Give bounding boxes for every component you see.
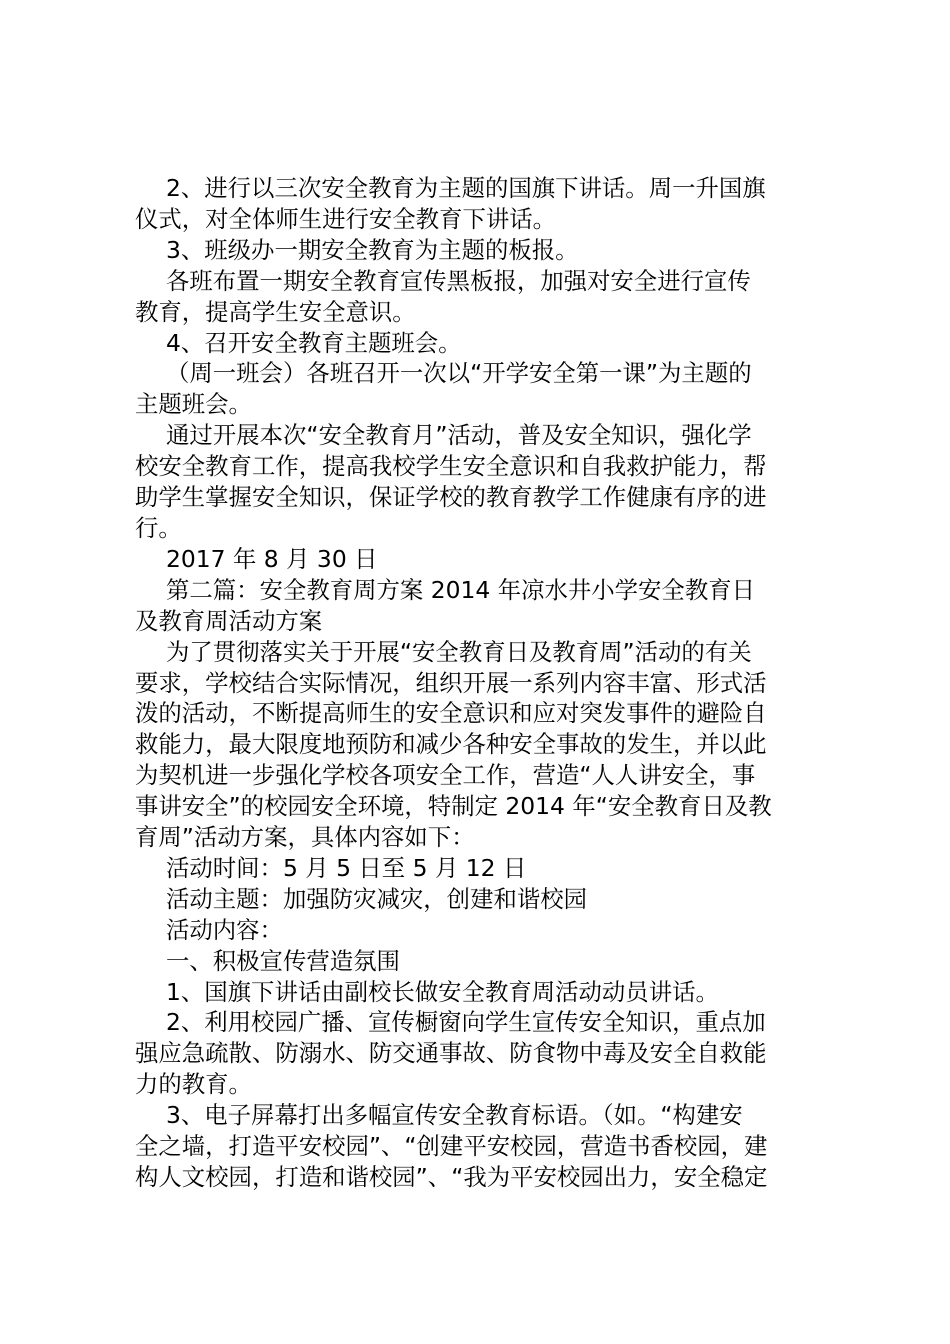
- text-line: 仪式，对全体师生进行安全教育下讲话。: [135, 204, 557, 233]
- paragraph: [135, 173, 825, 235]
- text-line: 为了贯彻落实关于开展“安全教育日及教育周”活动的有关: [166, 637, 752, 666]
- paragraph: [135, 235, 825, 266]
- text-line: 为契机进一步强化学校各项安全工作，营造“人人讲安全，事: [135, 761, 756, 790]
- paragraph: [135, 946, 825, 977]
- text-line: 行。: [135, 513, 182, 542]
- text-line: 3、班级办一期安全教育为主题的板报。: [166, 235, 579, 264]
- text-line: 2、进行以三次安全教育为主题的国旗下讲话。周一升国旗: [166, 174, 766, 202]
- paragraph: [135, 544, 825, 575]
- text-line: 2、利用校园广播、宣传橱窗向学生宣传安全知识，重点加: [166, 1008, 766, 1037]
- paragraph: [135, 977, 825, 1008]
- text-line: 主题班会。: [135, 390, 252, 419]
- text-line: 构人文校园，打造和谐校园”、“我为平安校园出力，安全稳定: [135, 1163, 768, 1191]
- paragraph: [135, 266, 825, 328]
- paragraph: [135, 884, 825, 915]
- paragraph: [135, 575, 825, 637]
- text-line: 全之墙，打造平安校园”、“创建平安校园，营造书香校园，建: [135, 1132, 768, 1161]
- text-line: 泼的活动，不断提高师生的安全意识和应对突发事件的避险自: [135, 699, 767, 728]
- text-line: 第二篇：安全教育周方案 2014 年凉水井小学安全教育日: [166, 575, 755, 604]
- paragraph: [135, 915, 825, 946]
- text-line: 1、国旗下讲话由副校长做安全教育周活动动员讲话。: [166, 977, 719, 1006]
- text-line: 活动内容：: [166, 915, 283, 944]
- text-line: 事讲安全”的校园安全环境，特制定 2014 年“安全教育日及教: [135, 792, 772, 821]
- text-line: （周一班会）各班召开一次以“开学安全第一课”为主题的: [166, 359, 752, 388]
- paragraph: [135, 1100, 825, 1193]
- text-line: 校安全教育工作，提高我校学生安全意识和自我救护能力，帮: [135, 452, 767, 481]
- paragraph: [135, 637, 825, 853]
- text-line: 活动主题：加强防灾减灾，创建和谐校园: [166, 884, 588, 913]
- paragraph: [135, 420, 825, 544]
- text-line: 要求，学校结合实际情况，组织开展一系列内容丰富、形式活: [135, 668, 767, 697]
- text-line: 力的教育。: [135, 1070, 252, 1099]
- text-line: 助学生掌握安全知识，保证学校的教育教学工作健康有序的进: [135, 483, 767, 512]
- text-line: 2017 年 8 月 30 日: [166, 544, 378, 573]
- document-page: [135, 173, 825, 1193]
- text-line: 4、召开安全教育主题班会。: [166, 328, 462, 357]
- text-line: 育周”活动方案，具体内容如下：: [135, 823, 475, 852]
- text-line: 3、电子屏幕打出多幅宣传安全教育标语。（如。“构建安: [166, 1101, 743, 1130]
- text-line: 活动时间：5 月 5 日至 5 月 12 日: [166, 853, 527, 882]
- text-line: 及教育周活动方案: [135, 606, 323, 635]
- text-line: 各班布置一期安全教育宣传黑板报，加强对安全进行宣传: [166, 266, 751, 295]
- paragraph: [135, 1007, 825, 1100]
- text-line: 通过开展本次“安全教育月”活动，普及安全知识，强化学: [166, 421, 752, 450]
- text-line: 救能力，最大限度地预防和减少各种安全事故的发生，并以此: [135, 730, 767, 759]
- text-line: 教育，提高学生安全意识。: [135, 297, 416, 326]
- text-line: 强应急疏散、防溺水、防交通事故、防食物中毒及安全自救能: [135, 1039, 767, 1068]
- paragraph: [135, 853, 825, 884]
- text-line: 一、积极宣传营造氛围: [166, 946, 400, 975]
- paragraph: [135, 328, 825, 359]
- paragraph: [135, 358, 825, 420]
